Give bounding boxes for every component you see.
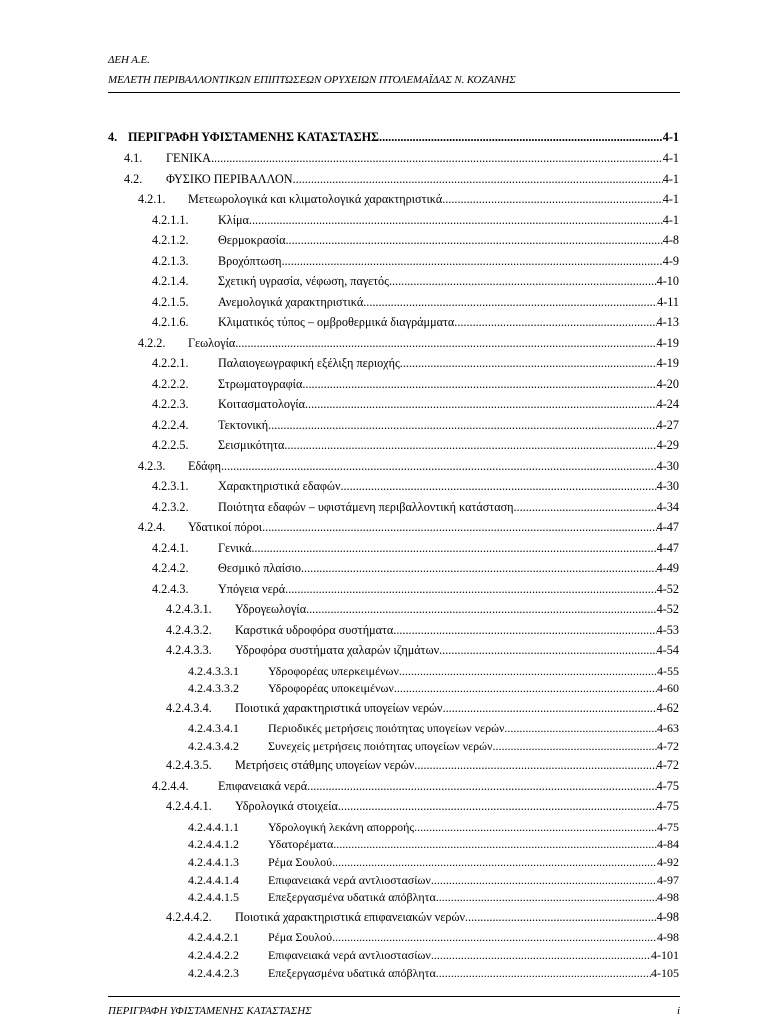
- toc-entry-title: Συνεχείς μετρήσεις ποιότητας υπογείων νερών: [268, 738, 493, 753]
- toc-entry-page: 4-98: [656, 909, 679, 924]
- toc-entry-title: Ανεμολογικά χαρακτηριστικά: [218, 294, 364, 309]
- toc-entry-page: 4-62: [656, 700, 679, 715]
- toc-entry-title: Θερμοκρασία: [218, 233, 286, 247]
- toc-entry-page: 4-55: [657, 663, 679, 678]
- footer-page-number: i: [676, 1005, 680, 1017]
- toc-entry-number: 4.2.3.2.: [152, 499, 189, 514]
- toc-entry-page: 4-30: [656, 458, 679, 473]
- toc-entry-number: 4.2.2.4.: [152, 417, 189, 432]
- toc-entry-text: [218, 271, 679, 292]
- toc-entry[interactable]: [108, 755, 679, 776]
- toc-entry-page: 4-47: [656, 520, 679, 534]
- toc-leader-dots: [436, 965, 651, 983]
- toc-entry-number: 4.2.4.4.1.3: [188, 855, 239, 870]
- toc-entry-title: ΦΥΣΙΚΟ ΠΕΡΙΒΑΛΛΟΝ: [166, 171, 293, 186]
- toc-leader-dots: [414, 755, 656, 776]
- toc-entry-page: 4-47: [656, 540, 679, 555]
- toc-leader-dots: [307, 776, 657, 797]
- toc-leader-dots: [431, 872, 657, 890]
- toc-entry-text: [166, 148, 679, 169]
- toc-leader-dots: [400, 353, 657, 374]
- toc-entry-text: [218, 312, 679, 333]
- toc-entry-text: [218, 251, 679, 272]
- page-footer: [108, 996, 680, 1017]
- toc-entry-title: Περιοδικές μετρήσεις ποιότητας υπογείων νερών: [268, 721, 505, 736]
- toc-entry-number: 4.2.2.3.: [152, 397, 189, 411]
- toc-entry-page: 4-72: [656, 758, 679, 773]
- toc-entry-number: 4.2.4.3.4.2: [188, 738, 239, 753]
- toc-entry-number: 4.2.4.3.4.: [166, 700, 212, 715]
- toc-entry[interactable]: [108, 947, 679, 965]
- toc-entry[interactable]: [108, 889, 679, 907]
- toc-entry-page: 4-19: [656, 356, 679, 370]
- toc-leader-dots: [389, 271, 657, 292]
- toc-entry-text: [218, 476, 679, 497]
- toc-entry-number: 4.2.4.4.2.: [166, 909, 212, 924]
- toc-entry[interactable]: [108, 476, 679, 497]
- toc-entry-text: [268, 720, 679, 738]
- toc-entry-number: 4.1.: [124, 151, 143, 165]
- toc-entry[interactable]: [108, 929, 679, 947]
- toc-leader-dots: [514, 497, 657, 518]
- toc-entry-page: 4-60: [657, 681, 679, 696]
- toc-leader-dots: [333, 836, 657, 854]
- toc-entry-title: ΠΕΡΙΓΡΑΦΗ ΥΦΙΣΤΑΜΕΝΗΣ ΚΑΤΑΣΤΑΣΗΣ: [128, 130, 380, 144]
- header-rule: [108, 92, 680, 93]
- toc-entry-title: Θεσμικό πλαίσιο: [218, 561, 301, 575]
- toc-entry-text: [218, 579, 679, 600]
- toc-entry[interactable]: [108, 333, 679, 354]
- toc-leader-dots: [332, 929, 657, 947]
- toc-entry-page: 4-72: [657, 738, 679, 753]
- toc-entry-text: [235, 755, 679, 776]
- toc-leader-dots: [338, 796, 657, 817]
- toc-entry-number: 4.2.4.4.1.4: [188, 872, 239, 887]
- toc-entry-text: [268, 836, 679, 854]
- toc-entry-number: 4.2.4.4.2.2: [188, 947, 239, 962]
- footer-title: ΠΕΡΙΓΡΑΦΗ ΥΦΙΣΤΑΜΕΝΗΣ ΚΑΤΑΣΤΑΣΗΣ: [108, 1005, 312, 1017]
- toc-leader-dots: [235, 333, 656, 354]
- toc-entry-title: Εδάφη: [188, 458, 221, 473]
- toc-entry-page: 4-75: [656, 778, 679, 793]
- toc-entry-page: 4-1: [662, 151, 679, 165]
- toc-leader-dots: [493, 738, 658, 756]
- toc-entry-number: 4.2.4.4.1.: [166, 799, 212, 814]
- toc-leader-dots: [414, 819, 657, 837]
- toc-leader-dots: [393, 620, 656, 641]
- toc-entry-title: Υδρογεωλογία: [235, 602, 307, 616]
- toc-entry-title: Επιφανειακά νερά αντλιοστασίων: [268, 947, 431, 962]
- toc-entry-text: [218, 415, 679, 436]
- toc-entry-title: Μετρήσεις στάθμης υπογείων νερών: [235, 758, 415, 773]
- toc-leader-dots: [454, 312, 656, 333]
- toc-entry-title: Χαρακτηριστικά εδαφών: [218, 479, 341, 493]
- toc-entry[interactable]: [108, 836, 679, 854]
- toc-entry-page: 4-92: [657, 855, 679, 870]
- toc-entry-title: Σχετική υγρασία, νέφωση, παγετός: [218, 274, 389, 288]
- toc-entry-number: 4.2.3.1.: [152, 479, 189, 493]
- toc-entry-number: 4.2.4.4.1.5: [188, 890, 239, 905]
- toc-entry[interactable]: [108, 271, 679, 292]
- toc-entry[interactable]: [108, 312, 679, 333]
- toc-entry-number: 4.2.4.4.2.1: [188, 930, 239, 945]
- toc-entry-text: [218, 374, 679, 395]
- toc-entry-number: 4.2.2.2.: [152, 376, 189, 391]
- toc-entry-title: Τεκτονική: [218, 417, 269, 432]
- toc-entry-text: [235, 599, 679, 620]
- toc-entry-page: 4-24: [656, 397, 679, 411]
- toc-entry-text: [235, 620, 679, 641]
- toc-leader-dots: [301, 558, 657, 579]
- toc-leader-dots: [465, 907, 657, 928]
- toc-entry-text: [218, 353, 679, 374]
- toc-leader-dots: [282, 251, 663, 272]
- toc-entry-page: 4-1: [662, 171, 679, 186]
- toc-entry-number: 4.2.1.6.: [152, 315, 189, 329]
- toc-entry-number: 4.2.4.3.3.: [166, 643, 212, 657]
- toc-entry-page: 4-98: [657, 930, 679, 945]
- toc-entry[interactable]: [108, 640, 679, 661]
- toc-entry-title: Κλιματικός τύπος – ομβροθερμικά διαγράμματα: [218, 315, 455, 329]
- toc-entry-number: 4.2.4.3.5.: [166, 758, 212, 773]
- toc-entry-page: 4-1: [662, 130, 679, 144]
- toc-entry-text: [268, 965, 679, 983]
- toc-entry-title: Βροχόπτωση: [218, 253, 282, 268]
- toc-entry-text: [188, 333, 679, 354]
- toc-entry[interactable]: [108, 169, 679, 190]
- toc-entry-page: 4-10: [656, 274, 679, 288]
- toc-entry-text: [188, 189, 679, 210]
- toc-leader-dots: [504, 720, 657, 738]
- header-title: ΜΕΛΕΤΗ ΠΕΡΙΒΑΛΛΟΝΤΙΚΩΝ ΕΠΙΠΤΩΣΕΩΝ ΟΡΥΧΕΙΩΝ ΠΤΟΛΕΜΑΪΔΑΣ Ν. ΚΟΖΑΝΗΣ: [108, 74, 516, 86]
- toc-entry[interactable]: [108, 698, 679, 719]
- toc-leader-dots: [340, 476, 656, 497]
- toc-entry[interactable]: [108, 456, 679, 477]
- toc-entry[interactable]: [108, 620, 679, 641]
- toc-entry-title: Σεισμικότητα: [218, 438, 285, 452]
- toc-entry[interactable]: [108, 251, 679, 272]
- toc-entry-text: [218, 394, 679, 415]
- toc-leader-dots: [221, 456, 657, 477]
- toc-leader-dots: [302, 374, 656, 395]
- toc-entry-number: 4.2.1.: [138, 192, 166, 206]
- toc-entry-number: 4.2.2.: [138, 335, 166, 350]
- toc-entry-number: 4.: [108, 130, 118, 144]
- toc-leader-dots: [293, 169, 663, 190]
- toc-entry-page: 4-105: [651, 965, 679, 980]
- toc-entry-page: 4-27: [656, 417, 679, 432]
- toc-entry-number: 4.2.2.5.: [152, 438, 189, 452]
- toc-entry-text: [268, 819, 679, 837]
- toc-entry-title: Καρστικά υδροφόρα συστήματα: [235, 622, 394, 637]
- toc-entry-title: Ρέμα Σουλού: [268, 855, 333, 870]
- toc-leader-dots: [332, 854, 657, 872]
- toc-entry-title: Επεξεργασμένα υδατικά απόβλητα: [268, 965, 436, 980]
- toc-entry-number: 4.2.4.3.3.2: [188, 681, 239, 696]
- toc-entry-title: Γεωλογία: [188, 335, 236, 350]
- toc-entry[interactable]: [108, 148, 679, 169]
- toc-entry-text: [235, 907, 679, 928]
- toc-entry-text: [218, 210, 679, 231]
- toc-entry-number: 4.2.4.3.1.: [166, 602, 212, 616]
- toc-entry-number: 4.2.4.3.4.1: [188, 721, 239, 736]
- toc-entry-title: Γενικά: [218, 540, 252, 555]
- toc-leader-dots: [442, 189, 663, 210]
- toc-entry-page: 4-75: [657, 819, 679, 834]
- toc-entry-page: 4-29: [656, 438, 679, 452]
- toc-entry-title: Υδροφορέας υποκειμένων: [268, 681, 394, 696]
- toc-leader-dots: [363, 292, 657, 313]
- toc-leader-dots: [436, 889, 657, 907]
- toc-leader-dots: [285, 579, 657, 600]
- toc-entry[interactable]: [108, 720, 679, 738]
- toc-entry[interactable]: [108, 415, 679, 436]
- toc-entry[interactable]: [108, 374, 679, 395]
- toc-entry-number: 4.2.4.4.1.2: [188, 837, 239, 852]
- toc-entry-page: 4-84: [657, 837, 679, 852]
- toc-entry-number: 4.2.: [124, 171, 143, 186]
- toc-entry-number: 4.2.3.: [138, 458, 166, 473]
- toc-entry-text: [268, 854, 679, 872]
- toc-entry-number: 4.2.4.3.3.1: [188, 663, 239, 678]
- toc-entry[interactable]: [108, 353, 679, 374]
- toc-leader-dots: [262, 517, 657, 538]
- toc-entry[interactable]: [108, 599, 679, 620]
- toc-entry-title: Ποιότητα εδαφών – υφιστάμενη περιβαλλοντική κατάσταση: [218, 499, 514, 514]
- toc-entry-number: 4.2.4.3.2.: [166, 622, 212, 637]
- toc-leader-dots: [443, 698, 657, 719]
- page-header: [108, 50, 680, 93]
- toc-entry-page: 4-1: [662, 192, 679, 206]
- toc-entry-number: 4.2.4.4.1.1: [188, 819, 239, 834]
- toc-entry[interactable]: [108, 189, 679, 210]
- toc-entry-number: 4.2.4.2.: [152, 561, 189, 575]
- toc-entry-title: Υδρολογικά στοιχεία: [235, 799, 338, 814]
- toc-entry-text: [218, 776, 679, 797]
- toc-entry-page: 4-52: [656, 602, 679, 616]
- toc-leader-dots: [379, 126, 663, 148]
- toc-leader-dots: [249, 210, 663, 231]
- toc-entry-text: [268, 663, 679, 681]
- toc-leader-dots: [251, 538, 656, 559]
- toc-entry-page: 4-20: [656, 376, 679, 391]
- toc-entry-text: [268, 872, 679, 890]
- toc-entry[interactable]: [108, 663, 679, 681]
- toc-entry-title: Υδροφορέας υπερκειμένων: [268, 663, 399, 678]
- toc-entry-page: 4-53: [656, 622, 679, 637]
- toc-entry-number: 4.2.4.3.: [152, 581, 189, 596]
- toc-entry[interactable]: [108, 558, 679, 579]
- toc-entry[interactable]: [108, 854, 679, 872]
- toc-entry-number: 4.2.4.1.: [152, 540, 189, 555]
- toc-entry-title: Επιφανειακά νερά: [218, 778, 308, 793]
- toc-entry-page: 4-34: [656, 499, 679, 514]
- toc-entry-text: [218, 292, 679, 313]
- toc-entry-number: 4.2.4.4.: [152, 778, 189, 793]
- toc-leader-dots: [285, 230, 662, 251]
- toc-leader-dots: [439, 640, 657, 661]
- toc-entry-title: Ποιοτικά χαρακτηριστικά επιφανειακών νερών: [235, 909, 466, 924]
- toc-entry-number: 4.2.1.4.: [152, 274, 189, 288]
- toc-entry-page: 4-97: [657, 872, 679, 887]
- toc-entry-number: 4.2.1.3.: [152, 253, 189, 268]
- toc-entry-text: [218, 435, 679, 456]
- toc-leader-dots: [305, 394, 657, 415]
- toc-entry[interactable]: [108, 738, 679, 756]
- toc-entry-text: [268, 680, 679, 698]
- toc-entry-title: Υπόγεια νερά: [218, 581, 286, 596]
- toc-entry-title: Κλίμα: [218, 212, 249, 227]
- toc-entry-page: 4-1: [662, 212, 679, 227]
- toc-entry-text: [128, 126, 679, 148]
- toc-entry-text: [268, 947, 679, 965]
- toc-entry-text: [218, 558, 679, 579]
- toc-entry[interactable]: [108, 126, 679, 148]
- toc-entry-text: [235, 796, 679, 817]
- toc-entry-text: [218, 538, 679, 559]
- toc-entry[interactable]: [108, 210, 679, 231]
- toc-entry[interactable]: [108, 394, 679, 415]
- toc-entry-page: 4-30: [656, 479, 679, 493]
- toc-entry-number: 4.2.4.: [138, 520, 166, 534]
- toc-entry-number: 4.2.4.4.2.3: [188, 965, 239, 980]
- toc-entry-page: 4-101: [651, 947, 679, 962]
- toc-entry-title: Παλαιογεωγραφική εξέλιξη περιοχής: [218, 356, 400, 370]
- toc-leader-dots: [211, 148, 663, 169]
- toc-entry-text: [188, 456, 679, 477]
- table-of-contents: [108, 126, 679, 982]
- toc-entry[interactable]: [108, 776, 679, 797]
- toc-entry-number: 4.2.2.1.: [152, 356, 189, 370]
- toc-entry-text: [268, 738, 679, 756]
- toc-entry-page: 4-54: [656, 643, 679, 657]
- toc-entry-text: [218, 497, 679, 518]
- toc-entry[interactable]: [108, 538, 679, 559]
- toc-entry[interactable]: [108, 517, 679, 538]
- toc-entry-page: 4-75: [656, 799, 679, 814]
- toc-entry[interactable]: [108, 680, 679, 698]
- toc-entry-title: Υδρολογική λεκάνη απορροής: [268, 819, 415, 834]
- toc-entry[interactable]: [108, 435, 679, 456]
- toc-entry-title: Ποιοτικά χαρακτηριστικά υπογείων νερών: [235, 700, 443, 715]
- toc-entry-title: Επεξεργασμένα υδατικά απόβλητα: [268, 890, 436, 905]
- toc-leader-dots: [394, 680, 657, 698]
- toc-entry-title: Κοιτασματολογία: [218, 397, 305, 411]
- toc-entry-text: [166, 169, 679, 190]
- toc-entry-title: ΓΕΝΙΚΑ: [166, 151, 211, 165]
- toc-leader-dots: [284, 435, 656, 456]
- toc-entry[interactable]: [108, 230, 679, 251]
- toc-entry[interactable]: [108, 965, 679, 983]
- toc-entry-title: Στρωματογραφία: [218, 376, 303, 391]
- toc-entry[interactable]: [108, 819, 679, 837]
- toc-leader-dots: [306, 599, 657, 620]
- toc-entry[interactable]: [108, 796, 679, 817]
- toc-entry[interactable]: [108, 497, 679, 518]
- toc-entry-page: 4-13: [656, 315, 679, 329]
- toc-entry-page: 4-63: [657, 721, 679, 736]
- toc-leader-dots: [431, 947, 651, 965]
- header-company: ΔΕΗ Α.Ε.: [108, 54, 150, 66]
- toc-entry-title: Μετεωρολογικά και κλιματολογικά χαρακτηριστικά: [188, 192, 443, 206]
- toc-leader-dots: [399, 663, 657, 681]
- toc-entry-page: 4-49: [656, 561, 679, 575]
- toc-entry[interactable]: [108, 872, 679, 890]
- toc-entry-title: Ρέμα Σουλού: [268, 930, 333, 945]
- toc-entry-page: 4-98: [657, 890, 679, 905]
- toc-entry-title: Υδροφόρα συστήματα χαλαρών ιζημάτων: [235, 643, 440, 657]
- toc-entry[interactable]: [108, 907, 679, 928]
- toc-entry[interactable]: [108, 292, 679, 313]
- toc-entry-text: [218, 230, 679, 251]
- toc-entry-text: [235, 698, 679, 719]
- toc-entry-page: 4-8: [662, 233, 679, 247]
- toc-entry-text: [188, 517, 679, 538]
- toc-entry-title: Υδατικοί πόροι: [188, 520, 263, 534]
- toc-entry-text: [235, 640, 679, 661]
- toc-entry-text: [268, 889, 679, 907]
- toc-entry-page: 4-52: [656, 581, 679, 596]
- toc-entry-page: 4-11: [657, 294, 679, 309]
- toc-entry-text: [268, 929, 679, 947]
- toc-entry-number: 4.2.1.1.: [152, 212, 189, 227]
- toc-entry-page: 4-9: [662, 253, 679, 268]
- toc-entry-title: Υδατορέματα: [268, 837, 334, 852]
- toc-entry-number: 4.2.1.5.: [152, 294, 189, 309]
- toc-entry-page: 4-19: [656, 335, 679, 350]
- toc-entry-number: 4.2.1.2.: [152, 233, 189, 247]
- toc-entry-title: Επιφανειακά νερά αντλιοστασίων: [268, 872, 431, 887]
- toc-leader-dots: [268, 415, 656, 436]
- toc-entry[interactable]: [108, 579, 679, 600]
